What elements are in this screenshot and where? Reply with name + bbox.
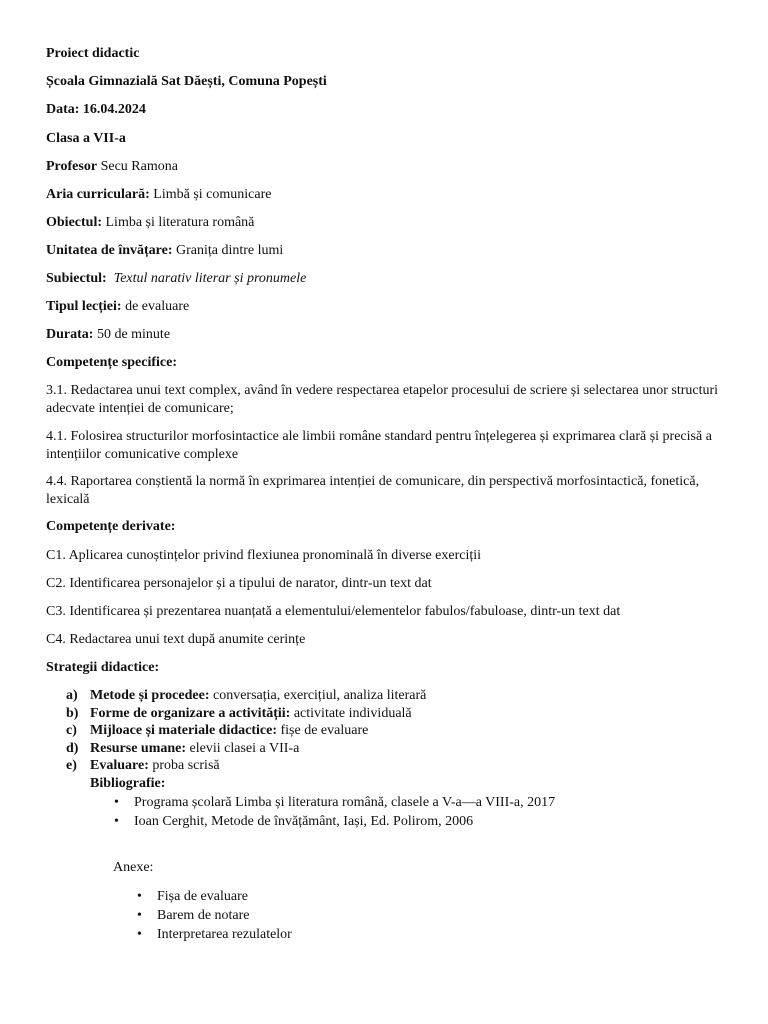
competenta-derivata-item: C1. Aplicarea cunoștințelor privind flexiunea pronominală în diverse exerciții	[46, 548, 482, 563]
field-subiectul: Subiectul: Textul narativ literar și pronumele	[46, 271, 307, 286]
field-obiectul: Obiectul: Limba și literatura română	[46, 215, 255, 230]
document-title: Proiect didactic	[46, 46, 140, 61]
field-profesor: Profesor Secu Ramona	[46, 159, 178, 174]
field-unitatea: Unitatea de învățare: Granița dintre lumi	[46, 243, 284, 258]
anexe-list	[113, 887, 292, 944]
bibliografie-item: • Programa școlară Limba și literatura română, clasele a V-a—a VIII-a, 2017	[90, 793, 555, 812]
anexe-heading: Anexe:	[113, 860, 154, 875]
strategie-item: a) Metode și procedee: conversația, exercițiul, analiza literară	[66, 688, 427, 703]
strategie-item: c) Mijloace și materiale didactice: fișe de evaluare	[66, 723, 369, 738]
competente-derivate-heading: Competențe derivate:	[46, 519, 176, 534]
school-name: Școala Gimnazială Sat Dăești, Comuna Popești	[46, 74, 327, 89]
competenta-specifica-item: 3.1. Redactarea unui text complex, având în vedere respectarea etapelor procesului de scriere și selectarea unor structuri adecvate intenției de comunicare;	[46, 383, 719, 416]
anexa-item: • Interpretarea rezulatelor	[113, 925, 292, 944]
competenta-derivata-item: C3. Identificarea și prezentarea nuanțată a elementului/elementelor fabulos/fabuloase, dintr-un text dat	[46, 604, 621, 619]
competenta-derivata-item: C4. Redactarea unui text după anumite cerințe	[46, 632, 306, 647]
anexa-item: • Fișa de evaluare	[113, 887, 292, 906]
lesson-date: Data: 16.04.2024	[46, 102, 146, 117]
field-tipul-lectiei: Tipul lecției: de evaluare	[46, 299, 190, 314]
bibliografie-item: • Ioan Cerghit, Metode de învățământ, Iași, Ed. Polirom, 2006	[90, 812, 555, 831]
strategii-heading: Strategii didactice:	[46, 660, 160, 675]
competenta-specifica-item: 4.4. Raportarea conștientă la normă în exprimarea intenției de comunicare, din perspectivă morfosintactică, fonetică, lexicală	[46, 474, 700, 507]
field-aria-curriculara: Aria curriculară: Limbă și comunicare	[46, 187, 272, 202]
strategii-list	[46, 687, 726, 775]
strategie-item: d) Resurse umane: elevii clasei a VII-a	[66, 740, 300, 756]
bibliografie-list	[90, 793, 555, 831]
competente-specifice-heading: Competențe specifice:	[46, 355, 178, 370]
competenta-derivata-item: C2. Identificarea personajelor și a tipului de narator, dintr-un text dat	[46, 576, 432, 591]
competenta-specifica-item: 4.1. Folosirea structurilor morfosintactice ale limbii române standard pentru înțelegerea și exprimarea clară și precisă a intențiilor comunicative complexe	[46, 429, 712, 462]
anexa-item: • Barem de notare	[113, 906, 292, 925]
class-name: Clasa a VII-a	[46, 131, 126, 146]
bibliografie-heading: Bibliografie:	[90, 776, 166, 791]
field-durata: Durata: 50 de minute	[46, 327, 171, 342]
strategie-item: e) Evaluare: proba scrisă	[66, 758, 220, 773]
strategie-item: b) Forme de organizare a activității: activitate individuală	[66, 705, 412, 721]
